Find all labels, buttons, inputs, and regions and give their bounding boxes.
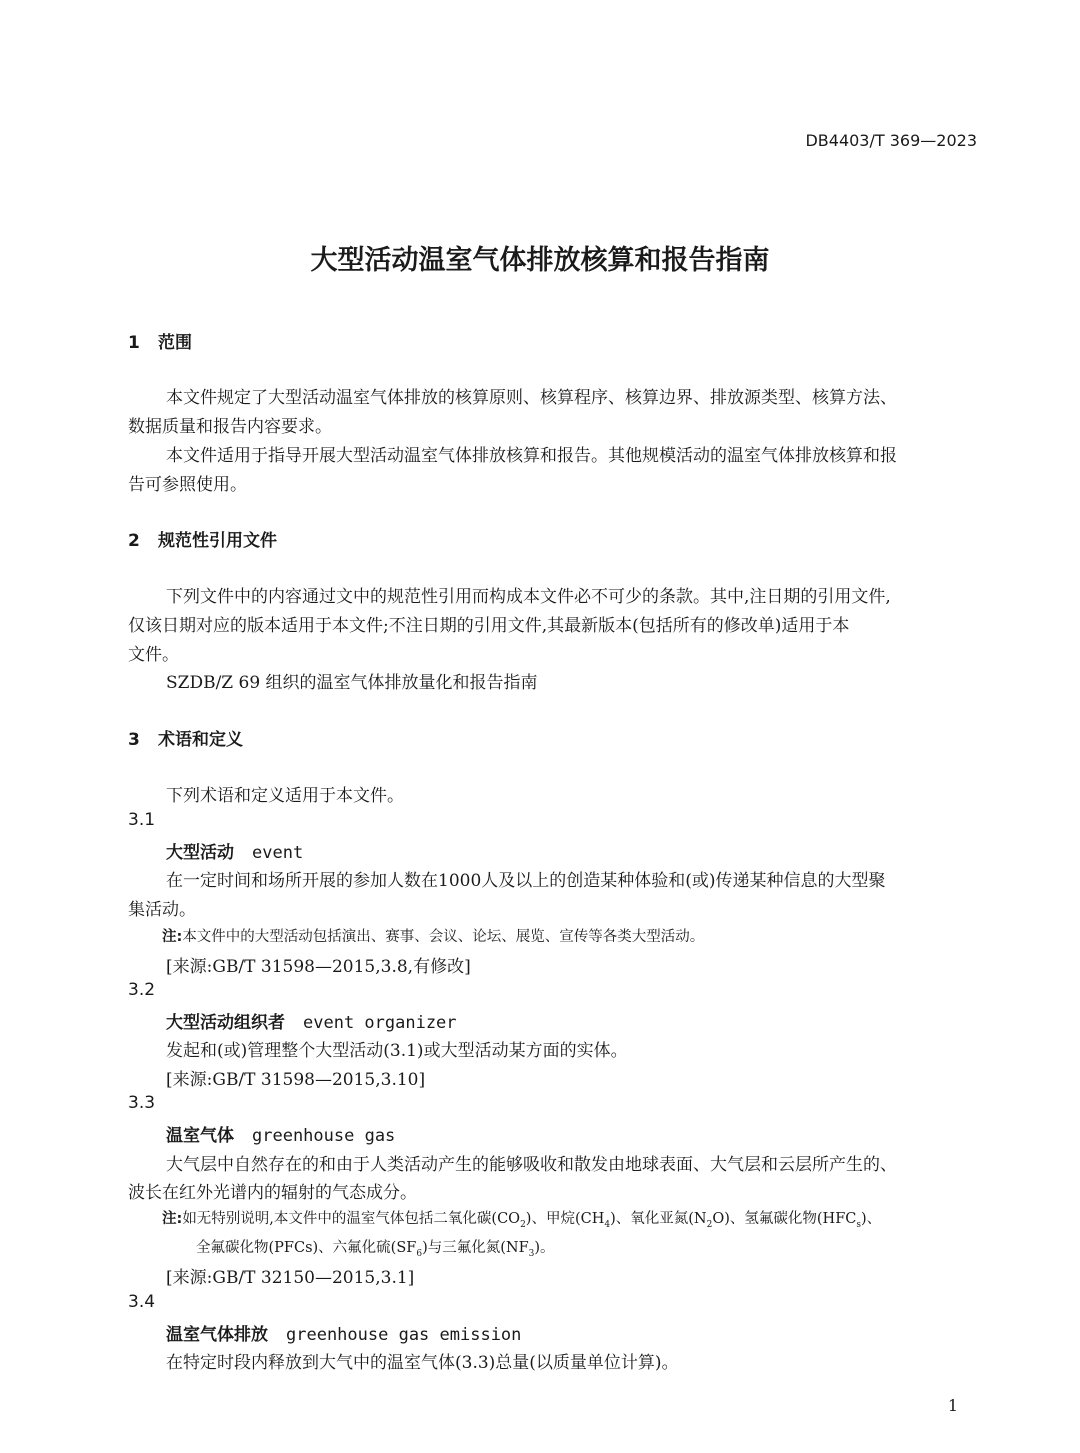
paragraph-line: 数据质量和报告内容要求。 <box>128 417 332 437</box>
definition-line: 大气层中自然存在的和由于人类活动产生的能够吸收和散发由地球表面、大气层和云层所产生的、 <box>166 1155 897 1175</box>
term-number: 3.1 <box>128 810 156 830</box>
term-english: greenhouse gas emission <box>286 1325 522 1345</box>
note-text: )、 <box>860 1211 882 1227</box>
source-citation: [来源:GB/T 31598—2015,3.10] <box>166 1070 426 1090</box>
section-number: 1 <box>128 333 140 353</box>
section-title: 规范性引用文件 <box>158 531 277 551</box>
paragraph-line: 下列术语和定义适用于本文件。 <box>166 786 404 806</box>
note-text: 本文件中的大型活动包括演出、赛事、会议、论坛、展览、宣传等各类大型活动。 <box>182 929 705 945</box>
paragraph-line: 告可参照使用。 <box>128 475 247 495</box>
paragraph-line: 下列文件中的内容通过文中的规范性引用而构成本文件必不可少的条款。其中,注日期的引用文件, <box>166 587 891 607</box>
subscript: 3 <box>528 1248 535 1259</box>
note-text: 全氟碳化物(PFCs)、六氟化硫(SF <box>196 1240 417 1256</box>
term-heading <box>166 1121 395 1146</box>
definition-line: 在特定时段内释放到大气中的温室气体(3.3)总量(以质量单位计算)。 <box>166 1353 679 1373</box>
term-chinese: 大型活动组织者 <box>166 1013 285 1033</box>
definition-line: 集活动。 <box>128 900 196 920</box>
section-2-heading <box>128 526 277 551</box>
note-text: )、甲烷(CH <box>525 1211 605 1227</box>
term-chinese: 大型活动 <box>166 843 234 863</box>
subscript: 4 <box>604 1219 611 1230</box>
note-text: O)、氢氟碳化物(HFC <box>712 1211 857 1227</box>
paragraph-line: 本文件适用于指导开展大型活动温室气体排放核算和报告。其他规模活动的温室气体排放核算和报 <box>166 446 897 466</box>
normative-reference: SZDB/Z 69 组织的温室气体排放量化和报告指南 <box>166 673 538 693</box>
section-3-heading <box>128 725 243 750</box>
note-text: 如无特别说明,本文件中的温室气体包括二氧化碳(CO <box>182 1211 521 1227</box>
subscript: 2 <box>520 1219 526 1230</box>
term-chinese: 温室气体 <box>166 1126 234 1146</box>
page-number: 1 <box>947 1396 958 1415</box>
definition-line: 在一定时间和场所开展的参加人数在1000人及以上的创造某种体验和(或)传递某种信息的大型聚 <box>166 871 886 891</box>
term-heading <box>166 1008 457 1033</box>
section-title: 术语和定义 <box>158 730 243 750</box>
subscript: 6 <box>416 1248 423 1259</box>
section-title: 范围 <box>158 333 192 353</box>
note-text: )。 <box>534 1240 555 1256</box>
term-english: event organizer <box>303 1013 457 1033</box>
definition-line: 发起和(或)管理整个大型活动(3.1)或大型活动某方面的实体。 <box>166 1041 628 1061</box>
term-heading <box>166 1320 521 1345</box>
document-title: 大型活动温室气体排放核算和报告指南 <box>310 245 770 276</box>
paragraph-line: 本文件规定了大型活动温室气体排放的核算原则、核算程序、核算边界、排放源类型、核算方法、 <box>166 388 897 408</box>
term-english: greenhouse gas <box>252 1126 396 1146</box>
term-english: event <box>252 843 304 863</box>
source-citation: [来源:GB/T 32150—2015,3.1] <box>166 1268 415 1288</box>
term-number: 3.3 <box>128 1093 156 1113</box>
note-label: 注: <box>162 929 183 945</box>
section-number: 3 <box>128 730 140 750</box>
note <box>162 1207 881 1230</box>
term-heading <box>166 838 303 863</box>
section-1-heading <box>128 328 192 353</box>
term-chinese: 温室气体排放 <box>166 1325 268 1345</box>
source-citation: [来源:GB/T 31598—2015,3.8,有修改] <box>166 957 471 977</box>
note-continuation <box>196 1236 555 1259</box>
term-number: 3.4 <box>128 1292 156 1312</box>
subscript: s <box>856 1219 861 1230</box>
note-label: 注: <box>162 1211 183 1227</box>
document-code: DB4403/T 369—2023 <box>805 131 977 150</box>
paragraph-line: 仅该日期对应的版本适用于本文件;不注日期的引用文件,其最新版本(包括所有的修改单)适用于本 <box>128 616 850 636</box>
definition-line: 波长在红外光谱内的辐射的气态成分。 <box>128 1183 417 1203</box>
term-number: 3.2 <box>128 980 156 1000</box>
note-text: )与三氟化氮(NF <box>422 1240 529 1256</box>
paragraph-line: 文件。 <box>128 645 179 665</box>
note <box>162 925 704 946</box>
subscript: 2 <box>706 1219 713 1230</box>
note-text: )、氧化亚氮(N <box>610 1211 707 1227</box>
section-number: 2 <box>128 531 140 551</box>
